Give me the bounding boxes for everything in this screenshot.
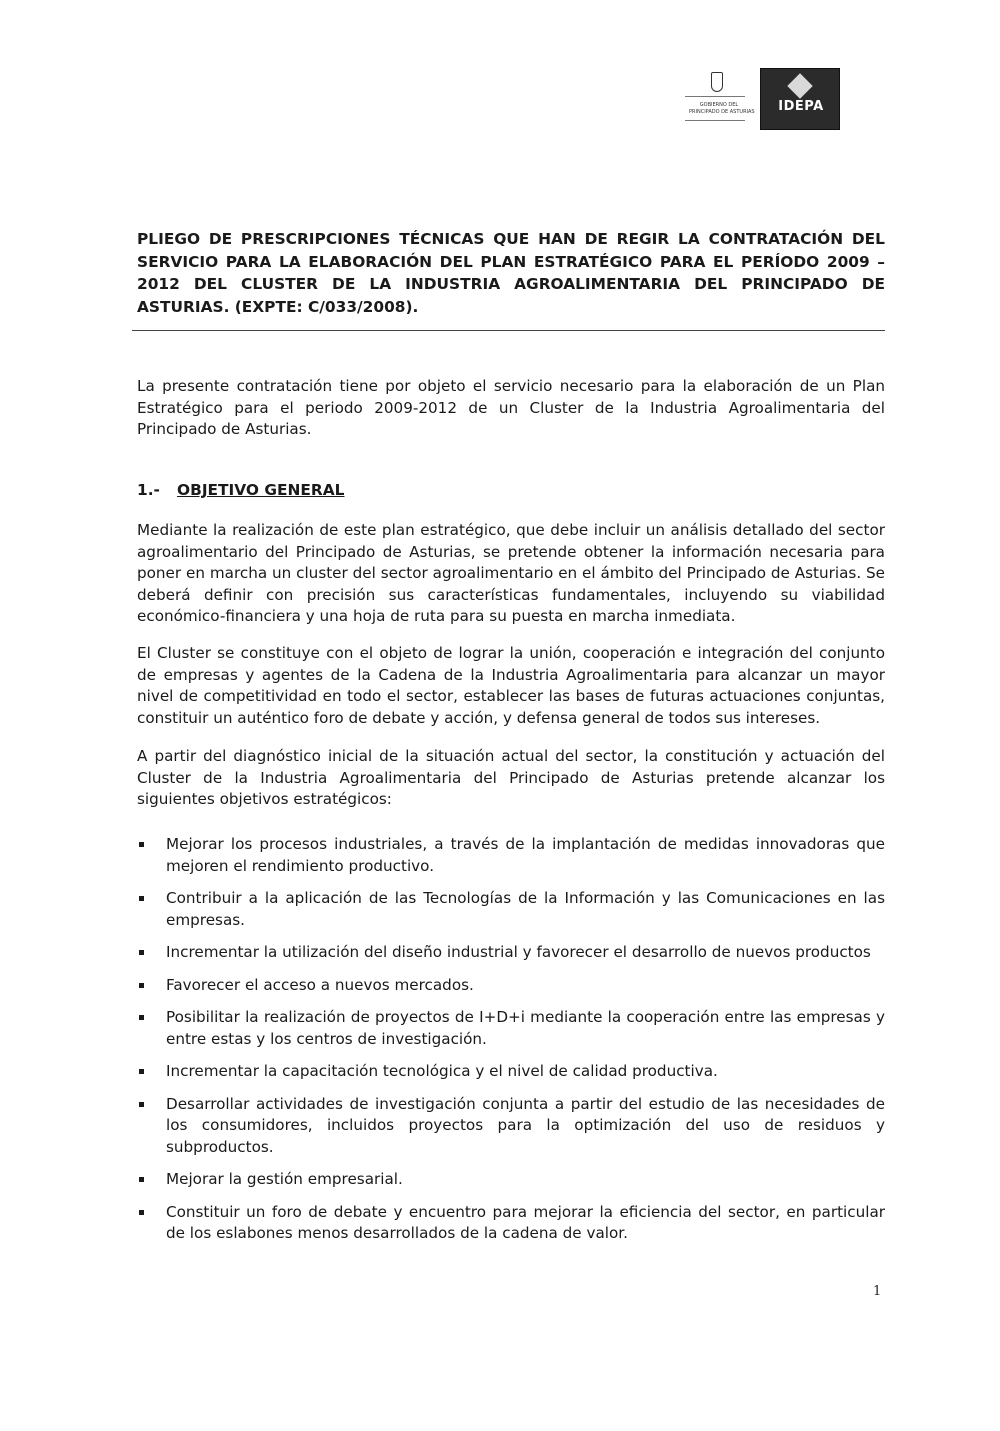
list-item-text: Posibilitar la realización de proyectos de I+D+i mediante la cooperación entre las empresas y entre estas y los centros de investigación. xyxy=(166,1008,885,1048)
list-item-text: Mejorar la gestión empresarial. xyxy=(166,1170,403,1188)
list-item xyxy=(137,942,885,964)
list-item xyxy=(137,975,885,997)
bullet-icon xyxy=(139,983,144,988)
bullet-icon xyxy=(139,842,144,847)
list-item xyxy=(137,1061,885,1083)
body-paragraph: El Cluster se constituye con el objeto de lograr la unión, cooperación e integración del conjunto de empresas y agentes de la Cadena de la Industria Agroalimentaria para alcanzar un mayor nivel de competitividad en todo el sector, establecer las bases de futuras actuaciones conjuntas, constituir un auténtico foro de debate y acción, y defensa general de todos sus intereses. xyxy=(137,644,885,727)
logo-divider xyxy=(685,96,745,97)
list-item-text: Constituir un foro de debate y encuentro para mejorar la eficiencia del sector, en particular de los eslabones menos desarrollados de la cadena de valor. xyxy=(166,1202,885,1242)
section-heading xyxy=(137,479,344,501)
title-divider xyxy=(132,330,885,331)
body-paragraph: Mediante la realización de este plan estratégico, que debe incluir un análisis detallado del sector agroalimentario del Principado de Asturias, se pretende obtener la información necesaria para poner en marcha un cluster del sector agroalimentario en el ámbito del Principado de Asturias. Se deberá definir con precisión sus características fundamentales, incluyendo su viabilidad económico-financiera y una hoja de ruta para su puesta en marcha inmediata. xyxy=(137,521,885,625)
document-title: PLIEGO DE PRESCRIPCIONES TÉCNICAS QUE HAN DE REGIR LA CONTRATACIÓN DEL SERVICIO PARA LA ELABORACIÓN DEL PLAN ESTRATÉGICO PARA EL PERÍODO 2009 – 2012 DEL CLUSTER DE LA INDUSTRIA AGROALIMENTARIA DEL PRINCIPADO DE ASTURIAS. (EXPTE: C/033/2008). xyxy=(137,230,885,316)
section-title: OBJETIVO GENERAL xyxy=(177,481,345,499)
list-item xyxy=(137,834,885,877)
logo-divider xyxy=(685,120,745,121)
section-number: 1.- xyxy=(137,481,160,499)
objectives-list xyxy=(137,834,885,1256)
gov-logo-line-1: GOBIERNO DEL xyxy=(699,102,739,108)
list-item xyxy=(137,1094,885,1159)
bullet-icon xyxy=(139,950,144,955)
bullet-icon xyxy=(139,1210,144,1215)
list-item xyxy=(137,1007,885,1050)
list-item-text: Incrementar la utilización del diseño industrial y favorecer el desarrollo de nuevos productos xyxy=(166,943,871,961)
bullet-icon xyxy=(139,1102,144,1107)
list-item xyxy=(137,1169,885,1191)
list-item xyxy=(137,888,885,931)
bullet-icon xyxy=(139,1015,144,1020)
list-item-text: Contribuir a la aplicación de las Tecnologías de la Información y las Comunicaciones en las empresas. xyxy=(166,889,885,929)
intro-paragraph: La presente contratación tiene por objeto el servicio necesario para la elaboración de un Plan Estratégico para el periodo 2009-2012 de un Cluster de la Industria Agroalimentaria del Principado de Asturias. xyxy=(137,377,885,438)
bullet-icon xyxy=(139,896,144,901)
idepa-logo-text: IDEPA xyxy=(778,99,824,114)
body-paragraph: A partir del diagnóstico inicial de la situación actual del sector, la constitución y actuación del Cluster de la Industria Agroalimentaria del Principado de Asturias pretende alcanzar los siguientes objetivos estratégicos: xyxy=(137,747,885,808)
government-logo xyxy=(683,68,755,130)
idepa-logo xyxy=(760,68,840,130)
bullet-icon xyxy=(139,1177,144,1182)
bullet-icon xyxy=(139,1069,144,1074)
list-item-text: Mejorar los procesos industriales, a través de la implantación de medidas innovadoras que mejoren el rendimiento productivo. xyxy=(166,835,885,875)
idepa-emblem-icon xyxy=(787,73,812,98)
list-item-text: Favorecer el acceso a nuevos mercados. xyxy=(166,975,474,994)
list-item-text: Incrementar la capacitación tecnológica y el nivel de calidad productiva. xyxy=(166,1062,718,1080)
coat-of-arms-icon xyxy=(711,72,723,92)
list-item-text: Desarrollar actividades de investigación conjunta a partir del estudio de las necesidades de los consumidores, incluidos proyectos para la optimización del uso de residuos y subproductos. xyxy=(166,1094,885,1156)
list-item xyxy=(137,1202,885,1245)
page-number: 1 xyxy=(873,1284,882,1299)
gov-logo-line-2: PRINCIPADO DE ASTURIAS xyxy=(689,109,755,115)
